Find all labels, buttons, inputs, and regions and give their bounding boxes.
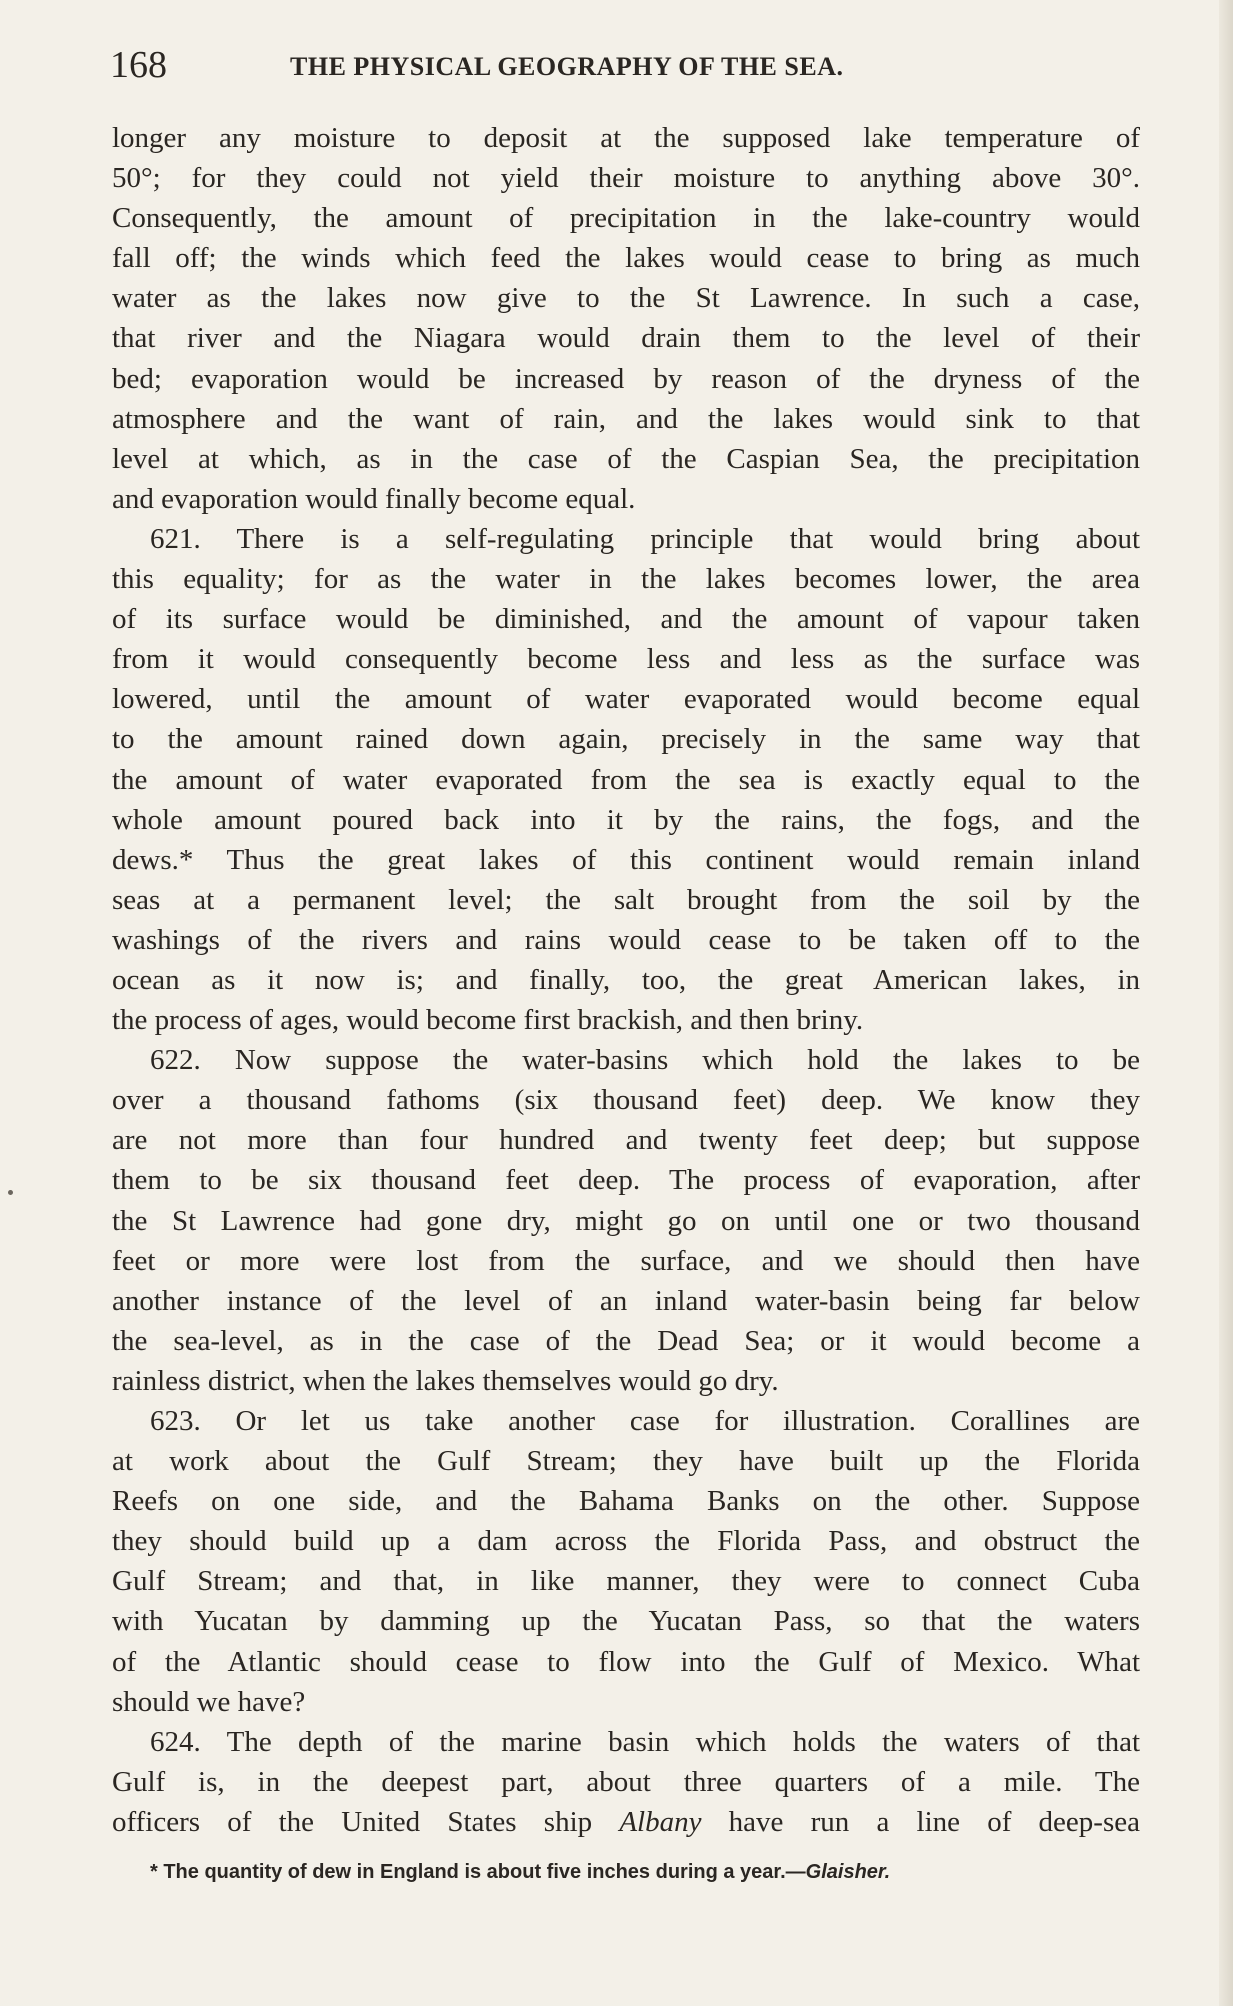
paragraph-624-start: 624. The depth of the marine basin which holds the waters of that bbox=[150, 1725, 1140, 1758]
body-text bbox=[112, 118, 1140, 1842]
page-header bbox=[110, 40, 1140, 90]
text-line-with-ship-name bbox=[112, 1802, 1140, 1842]
text-line: bed; evaporation would be increased by reason of the dryness of the bbox=[112, 362, 1140, 395]
text-line: and evaporation would finally become equal. bbox=[112, 482, 636, 515]
text-line: whole amount poured back into it by the rains, the fogs, and the bbox=[112, 803, 1140, 836]
text-line: longer any moisture to deposit at the supposed lake temperature of bbox=[112, 122, 1140, 154]
footnote-attribution: Glaisher. bbox=[805, 1861, 891, 1883]
margin-mark bbox=[8, 1190, 13, 1195]
page-gutter bbox=[1219, 0, 1233, 2006]
running-head: THE PHYSICAL GEOGRAPHY OF THE SEA. bbox=[290, 52, 844, 81]
text-line: fall off; the winds which feed the lakes would cease to bring as much bbox=[112, 242, 1140, 275]
text-line: Gulf is, in the deepest part, about three quarters of a mile. The bbox=[112, 1765, 1140, 1798]
text-line: that river and the Niagara would drain them to the level of their bbox=[112, 322, 1140, 355]
text-segment: have run a line of deep-sea bbox=[701, 1805, 1140, 1838]
text-line: should we have? bbox=[112, 1685, 306, 1718]
text-line: atmosphere and the want of rain, and the lakes would sink to that bbox=[112, 402, 1140, 435]
text-line: water as the lakes now give to the St Lawrence. In such a case, bbox=[112, 282, 1140, 315]
text-line: the process of ages, would become first brackish, and then briny. bbox=[112, 1004, 864, 1037]
text-line: over a thousand fathoms (six thousand feet) deep. We know they bbox=[112, 1084, 1140, 1117]
text-line: them to be six thousand feet deep. The process of evaporation, after bbox=[112, 1164, 1140, 1197]
text-line: of the Atlantic should cease to flow into the Gulf of Mexico. What bbox=[112, 1645, 1140, 1678]
text-line: Consequently, the amount of precipitation in the lake-country would bbox=[112, 202, 1140, 235]
text-line: dews.* Thus the great lakes of this continent would remain inland bbox=[112, 843, 1140, 876]
text-line: washings of the rivers and rains would cease to be taken off to the bbox=[112, 923, 1140, 956]
footnote bbox=[150, 1857, 1110, 1887]
text-line: to the amount rained down again, precisely in the same way that bbox=[112, 723, 1140, 756]
text-line: with Yucatan by damming up the Yucatan Pass, so that the waters bbox=[112, 1605, 1140, 1638]
text-line: they should build up a dam across the Florida Pass, and obstruct the bbox=[112, 1525, 1140, 1558]
text-line: the St Lawrence had gone dry, might go on until one or two thousand bbox=[112, 1204, 1140, 1237]
text-line: Gulf Stream; and that, in like manner, they were to connect Cuba bbox=[112, 1565, 1140, 1598]
paragraph-622-start: 622. Now suppose the water-basins which hold the lakes to be bbox=[150, 1044, 1140, 1077]
text-line: from it would consequently become less and less as the surface was bbox=[112, 643, 1140, 676]
text-line: of its surface would be diminished, and the amount of vapour taken bbox=[112, 603, 1140, 636]
text-line: seas at a permanent level; the salt brought from the soil by the bbox=[112, 883, 1140, 916]
paragraph-621-start: 621. There is a self-regulating principle that would bring about bbox=[150, 522, 1140, 555]
text-line: Reefs on one side, and the Bahama Banks on the other. Suppose bbox=[112, 1485, 1140, 1518]
text-segment: officers of the United States ship bbox=[112, 1805, 620, 1838]
text-line: the amount of water evaporated from the sea is exactly equal to the bbox=[112, 763, 1140, 796]
page-number: 168 bbox=[110, 44, 167, 86]
text-line: level at which, as in the case of the Caspian Sea, the precipitation bbox=[112, 442, 1140, 475]
text-line: this equality; for as the water in the lakes becomes lower, the area bbox=[112, 563, 1140, 596]
text-line: lowered, until the amount of water evaporated would become equal bbox=[112, 683, 1140, 716]
text-line: feet or more were lost from the surface, and we should then have bbox=[112, 1244, 1140, 1277]
paragraph-623-start: 623. Or let us take another case for illustration. Corallines are bbox=[150, 1405, 1140, 1437]
text-line: at work about the Gulf Stream; they have built up the Florida bbox=[112, 1445, 1140, 1478]
ship-name: Albany bbox=[619, 1805, 702, 1838]
text-line: 50°; for they could not yield their moisture to anything above 30°. bbox=[112, 162, 1140, 195]
text-line: are not more than four hundred and twenty feet deep; but suppose bbox=[112, 1124, 1140, 1157]
text-line: ocean as it now is; and finally, too, the great American lakes, in bbox=[112, 963, 1140, 996]
footnote-text: * The quantity of dew in England is about five inches during a year.— bbox=[150, 1861, 806, 1883]
text-line: the sea-level, as in the case of the Dead Sea; or it would become a bbox=[112, 1324, 1140, 1357]
text-line: rainless district, when the lakes themselves would go dry. bbox=[112, 1364, 779, 1397]
text-line: another instance of the level of an inland water-basin being far below bbox=[112, 1284, 1140, 1317]
